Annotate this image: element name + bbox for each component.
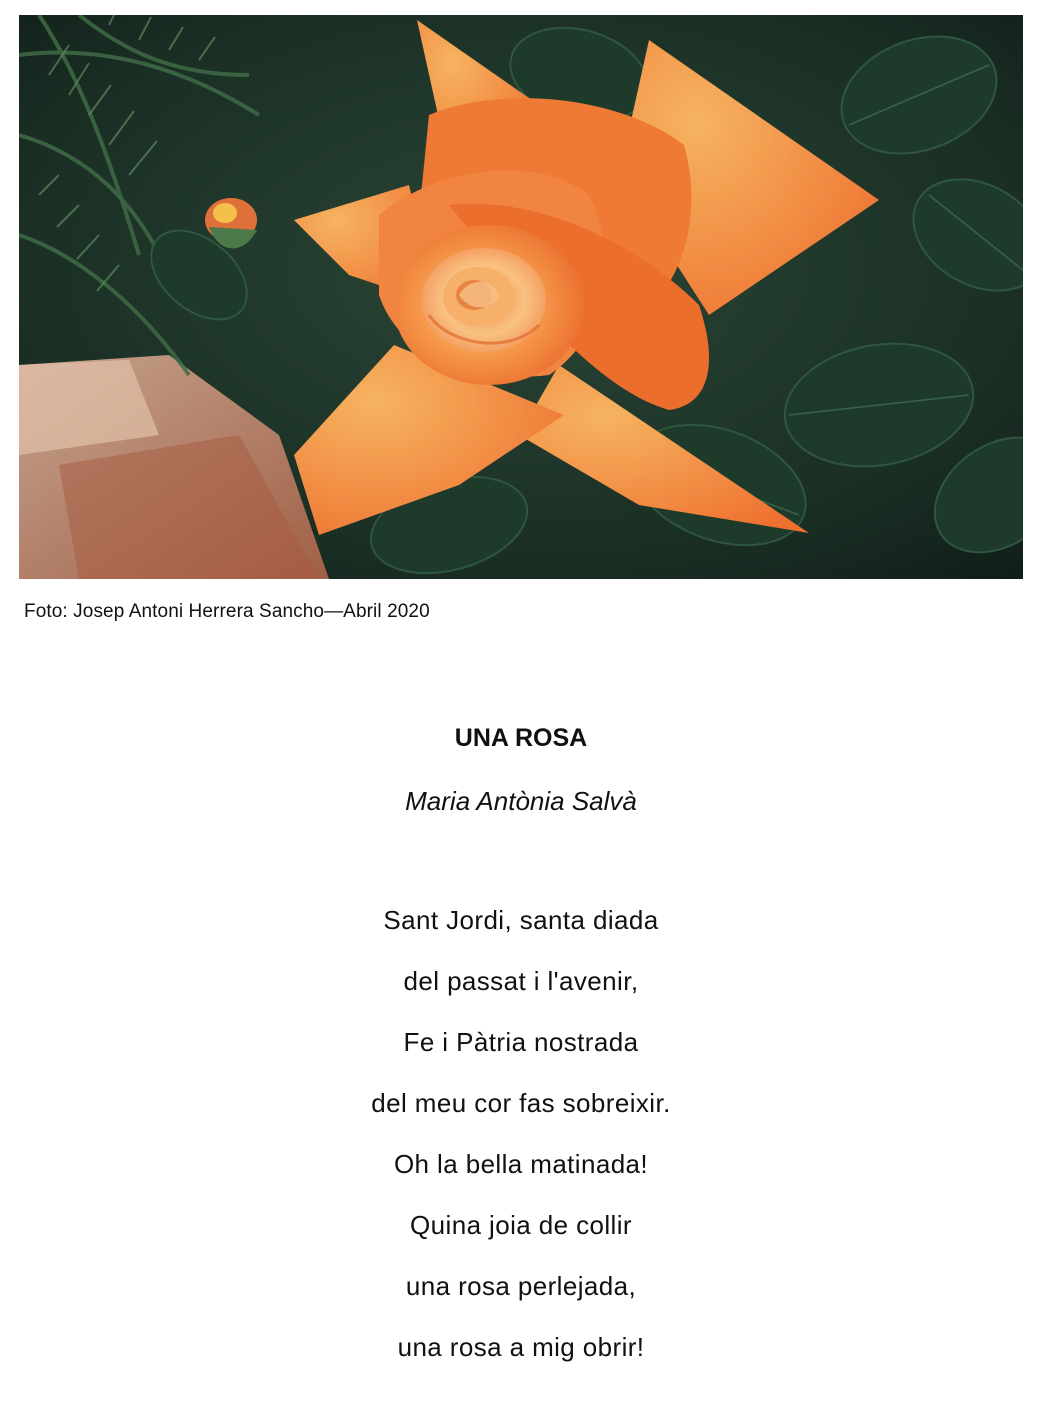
verse-line: una rosa a mig obrir!: [397, 1332, 645, 1362]
verse-line: del passat i l'avenir,: [403, 966, 639, 996]
photo-caption: Foto: Josep Antoni Herrera Sancho—Abril 2020: [24, 601, 430, 622]
rose-image: [19, 15, 1023, 579]
poem-author: Maria Antònia Salvà: [405, 786, 637, 816]
verse-line: del meu cor fas sobreixir.: [371, 1088, 671, 1118]
verse-line: una rosa perlejada,: [405, 1271, 637, 1301]
poem-title: UNA ROSA: [454, 724, 588, 752]
rose-photo: [19, 15, 1023, 579]
verse-line: Oh la bella matinada!: [393, 1149, 649, 1179]
verse-line: Fe i Pàtria nostrada: [403, 1027, 639, 1057]
poem-verses: [0, 900, 1042, 1388]
verse-line: Sant Jordi, santa diada: [383, 905, 659, 935]
verse-line: Quina joia de collir: [410, 1210, 632, 1240]
